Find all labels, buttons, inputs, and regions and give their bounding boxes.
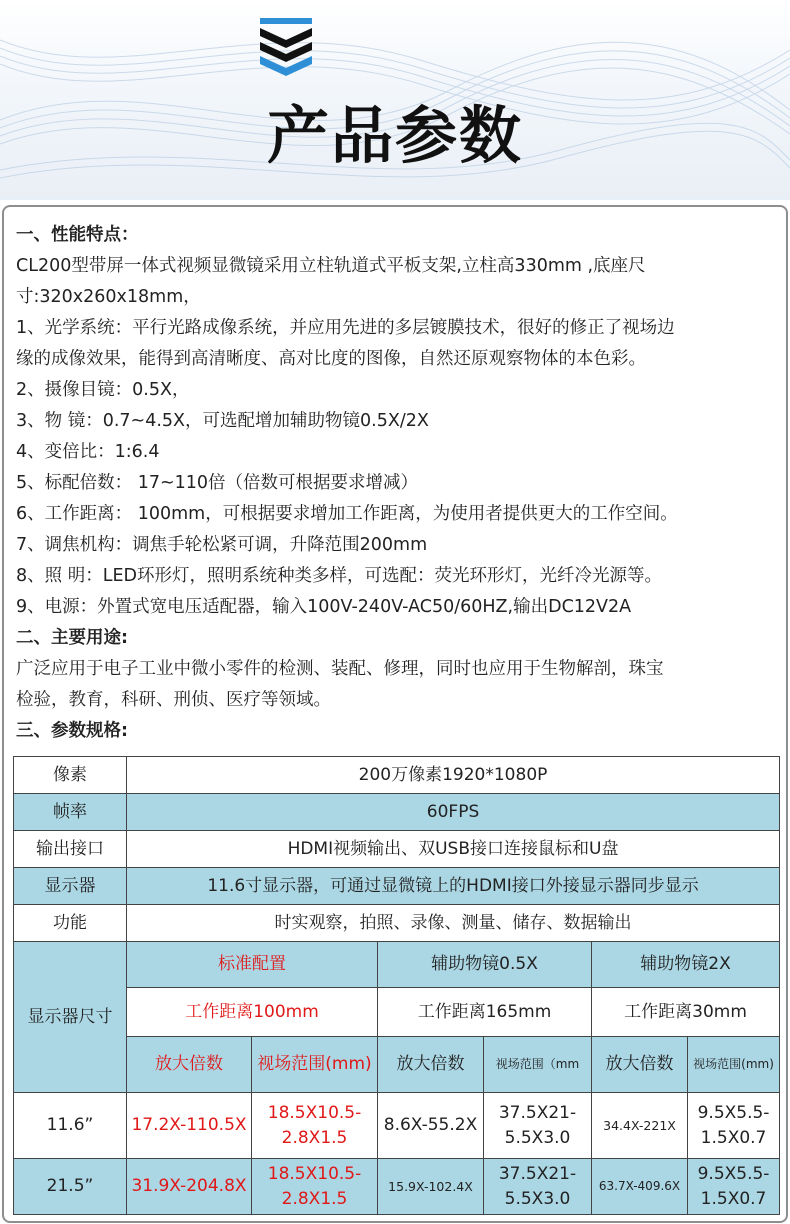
feature-line: 7、调焦机构：调焦手轮松紧可调，升降范围200mm (16, 535, 428, 555)
table-row (14, 905, 780, 942)
row-value: 60FPS (127, 794, 780, 831)
header-banner (0, 0, 790, 200)
sub-header: 视场范围(mm) (688, 1037, 780, 1093)
chevron-stack-icon (258, 18, 314, 82)
config-header: 标准配置 (127, 942, 378, 988)
work-distance: 工作距离30mm (592, 988, 780, 1037)
data-cell: 37.5X21-5.5X3.0 (484, 1093, 592, 1159)
spec-table (13, 756, 780, 1215)
table-row (14, 942, 780, 988)
data-cell: 63.7X-409.6X (592, 1159, 688, 1215)
work-distance: 工作距离100mm (127, 988, 378, 1037)
data-cell: 34.4X-221X (592, 1093, 688, 1159)
table-row (14, 868, 780, 905)
row-value: 时实观察，拍照、录像、测量、储存、数据输出 (127, 905, 780, 942)
sub-header: 放大倍数 (592, 1037, 688, 1093)
usage-heading: 二、主要用途: (16, 628, 128, 648)
features-intro: 寸:320x260x18mm， (16, 287, 201, 307)
table-row (14, 1093, 780, 1159)
data-cell: 9.5X5.5-1.5X0.7 (688, 1093, 780, 1159)
features-intro: CL200型带屏一体式视频显微镜采用立柱轨道式平板支架,立柱高330mm ,底座尺 (16, 256, 646, 276)
row-label: 像素 (14, 757, 127, 794)
page-title: 产品参数 (266, 99, 523, 172)
row-label: 输出接口 (14, 831, 127, 868)
sub-header: 放大倍数 (127, 1037, 252, 1093)
config-header: 辅助物镜2X (592, 942, 780, 988)
row-label: 帧率 (14, 794, 127, 831)
row-label: 显示器 (14, 868, 127, 905)
config-header: 辅助物镜0.5X (378, 942, 592, 988)
work-distance: 工作距离165mm (378, 988, 592, 1037)
spec-text (16, 220, 776, 747)
row-label: 功能 (14, 905, 127, 942)
features-heading: 一、性能特点： (16, 225, 139, 245)
feature-line: 3、物 镜：0.7~4.5X，可选配增加辅助物镜0.5X/2X (16, 411, 429, 431)
feature-line: 5、标配倍数： 17~110倍（倍数可根据要求增减） (16, 473, 419, 493)
feature-line: 2、摄像目镜：0.5X， (16, 380, 190, 400)
table-row (14, 1159, 780, 1215)
sub-header: 放大倍数 (378, 1037, 484, 1093)
feature-line: 4、变倍比：1:6.4 (16, 442, 160, 462)
feature-line: 6、工作距离： 100mm，可根据要求增加工作距离，为使用者提供更大的工作空间。 (16, 504, 678, 524)
data-cell: 15.9X-102.4X (378, 1159, 484, 1215)
row-value: 200万像素1920*1080P (127, 757, 780, 794)
data-cell: 37.5X21-5.5X3.0 (484, 1159, 592, 1215)
size-cell: 11.6” (14, 1093, 127, 1159)
row-value: HDMI视频输出、双USB接口连接鼠标和U盘 (127, 831, 780, 868)
feature-line: 缘的成像效果，能得到高清晰度、高对比度的图像，自然还原观察物体的本色彩。 (16, 349, 646, 369)
table-row (14, 988, 780, 1037)
sub-header: 视场范围（mm (484, 1037, 592, 1093)
table-row (14, 794, 780, 831)
sub-header: 视场范围(mm) (252, 1037, 378, 1093)
usage-text: 检验，教育，科研、刑侦、医疗等领域。 (16, 690, 331, 710)
data-cell: 8.6X-55.2X (378, 1093, 484, 1159)
table-row (14, 831, 780, 868)
spec-heading: 三、参数规格: (16, 721, 128, 741)
data-cell: 18.5X10.5-2.8X1.5 (252, 1159, 378, 1215)
usage-text: 广泛应用于电子工业中微小零件的检测、装配、修理，同时也应用于生物解剖，珠宝 (16, 659, 664, 679)
table-row (14, 757, 780, 794)
data-cell: 17.2X-110.5X (127, 1093, 252, 1159)
feature-line: 9、电源：外置式宽电压适配器，输入100V-240V-AC50/60HZ,输出DC12V2A (16, 597, 632, 617)
feature-line: 8、照 明：LED环形灯，照明系统种类多样，可选配：荧光环形灯，光纤冷光源等。 (16, 566, 662, 586)
row-value: 11.6寸显示器，可通过显微镜上的HDMI接口外接显示器同步显示 (127, 868, 780, 905)
data-cell: 31.9X-204.8X (127, 1159, 252, 1215)
size-cell: 21.5” (14, 1159, 127, 1215)
data-cell: 9.5X5.5-1.5X0.7 (688, 1159, 780, 1215)
feature-line: 1、光学系统：平行光路成像系统，并应用先进的多层镀膜技术，很好的修正了视场边 (16, 318, 675, 338)
size-label: 显示器尺寸 (14, 942, 127, 1093)
data-cell: 18.5X10.5-2.8X1.5 (252, 1093, 378, 1159)
table-row (14, 1037, 780, 1093)
